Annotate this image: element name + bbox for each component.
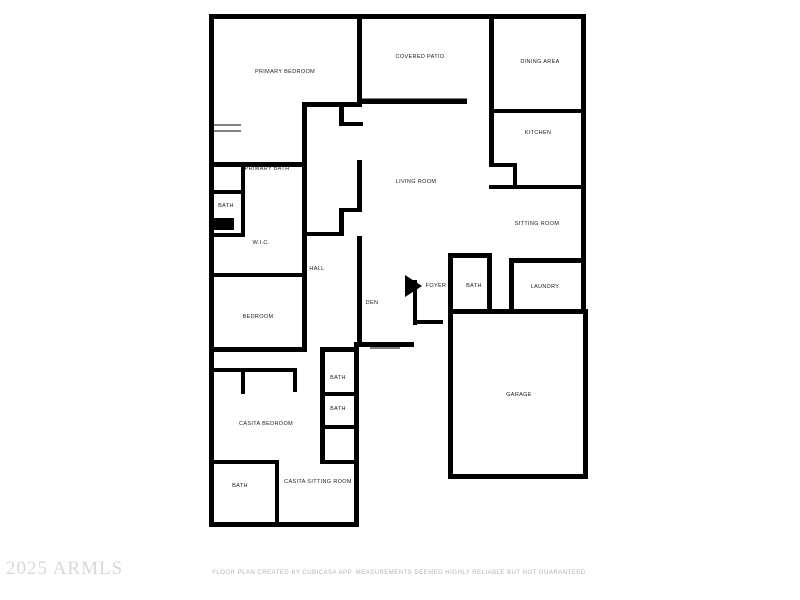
wall-segment (581, 14, 586, 309)
wall-segment (339, 122, 363, 126)
wall-segment (209, 14, 214, 134)
watermark-armls: 2025 ARMLS (6, 558, 124, 579)
room-label-kitchen: KITCHEN (524, 130, 552, 136)
wall-segment (357, 160, 362, 212)
room-label-casita-sitting: CASITA SITTING ROOM (284, 479, 352, 485)
wall-segment (339, 208, 344, 236)
wall-segment (209, 273, 307, 277)
wall-segment (448, 253, 453, 313)
room-label-bath-casita-inner: BATH (330, 406, 346, 412)
room-label-casita-bedroom: CASITA BEDROOM (239, 421, 293, 427)
wall-segment (489, 14, 494, 109)
room-label-primary-bedroom: PRIMARY BEDROOM (254, 69, 316, 75)
fixture-block (212, 218, 234, 230)
wall-segment (209, 347, 307, 352)
wall-segment (209, 129, 214, 167)
wall-segment (413, 320, 443, 324)
room-label-laundry: LAUNDRY (530, 284, 560, 290)
wall-segment (320, 347, 359, 352)
wall-segment (448, 309, 453, 479)
wall-segment (320, 392, 354, 396)
room-label-hall: HALL (309, 266, 325, 272)
wall-segment (489, 109, 494, 167)
wall-segment (320, 425, 354, 429)
wall-segment (209, 368, 297, 372)
room-label-garage: GARAGE (506, 392, 532, 398)
wall-segment (448, 253, 492, 258)
room-label-living-room: LIVING ROOM (395, 179, 437, 185)
wall-segment (209, 14, 362, 19)
wall-segment (302, 102, 362, 107)
wall-segment (241, 167, 245, 237)
wall-segment (241, 368, 245, 394)
window-lines-group (213, 18, 560, 524)
room-label-foyer: FOYER (425, 283, 447, 289)
wall-segment (583, 309, 588, 479)
wall-segment (293, 368, 297, 392)
wall-segment (489, 185, 586, 189)
wall-segment (320, 460, 359, 464)
wall-segment (320, 352, 325, 464)
room-label-den: DEN (365, 300, 379, 306)
wall-segment (357, 236, 362, 346)
room-label-primary-bath: PRIMARY BATH (244, 166, 290, 172)
wall-segment (209, 162, 307, 167)
wall-segment (362, 14, 494, 19)
wall-segment (209, 190, 245, 194)
room-label-wic: W.I.C. (252, 240, 270, 246)
wall-segment (209, 352, 214, 527)
wall-segment (209, 460, 279, 464)
room-label-sitting-room: SITTING ROOM (514, 221, 560, 227)
wall-segment (302, 236, 307, 351)
wall-segment (489, 163, 517, 167)
wall-segment (275, 460, 279, 527)
room-label-bath-primary-side: BATH (218, 203, 234, 209)
wall-segment (448, 474, 588, 479)
wall-segment (513, 163, 517, 185)
walls-group (209, 14, 588, 527)
fixture-fills-group (212, 218, 234, 230)
wall-segment (489, 109, 586, 113)
room-label-dining-area: DINING AREA (520, 59, 560, 65)
wall-segment (302, 102, 307, 232)
wall-segment (357, 14, 362, 102)
wall-segment (362, 99, 467, 104)
wall-segment (354, 347, 359, 527)
room-label-bath-casita: BATH (232, 483, 248, 489)
room-label-bath-foyer: BATH (466, 283, 482, 289)
wall-segment (509, 258, 514, 314)
wall-segment (209, 233, 245, 237)
wall-segment (448, 309, 588, 314)
wall-segment (354, 342, 414, 347)
footer-disclaimer: FLOOR PLAN CREATED BY CUBICASA APP. MEASUREMENTS DEEMED HIGHLY RELIABLE BUT NOT GUARANTEED. (212, 570, 588, 576)
wall-segment (302, 232, 344, 236)
room-label-bedroom: BEDROOM (242, 314, 274, 320)
room-label-bath-mid: BATH (330, 375, 346, 381)
wall-segment (487, 253, 492, 313)
room-label-covered-patio: COVERED PATIO (395, 54, 445, 60)
